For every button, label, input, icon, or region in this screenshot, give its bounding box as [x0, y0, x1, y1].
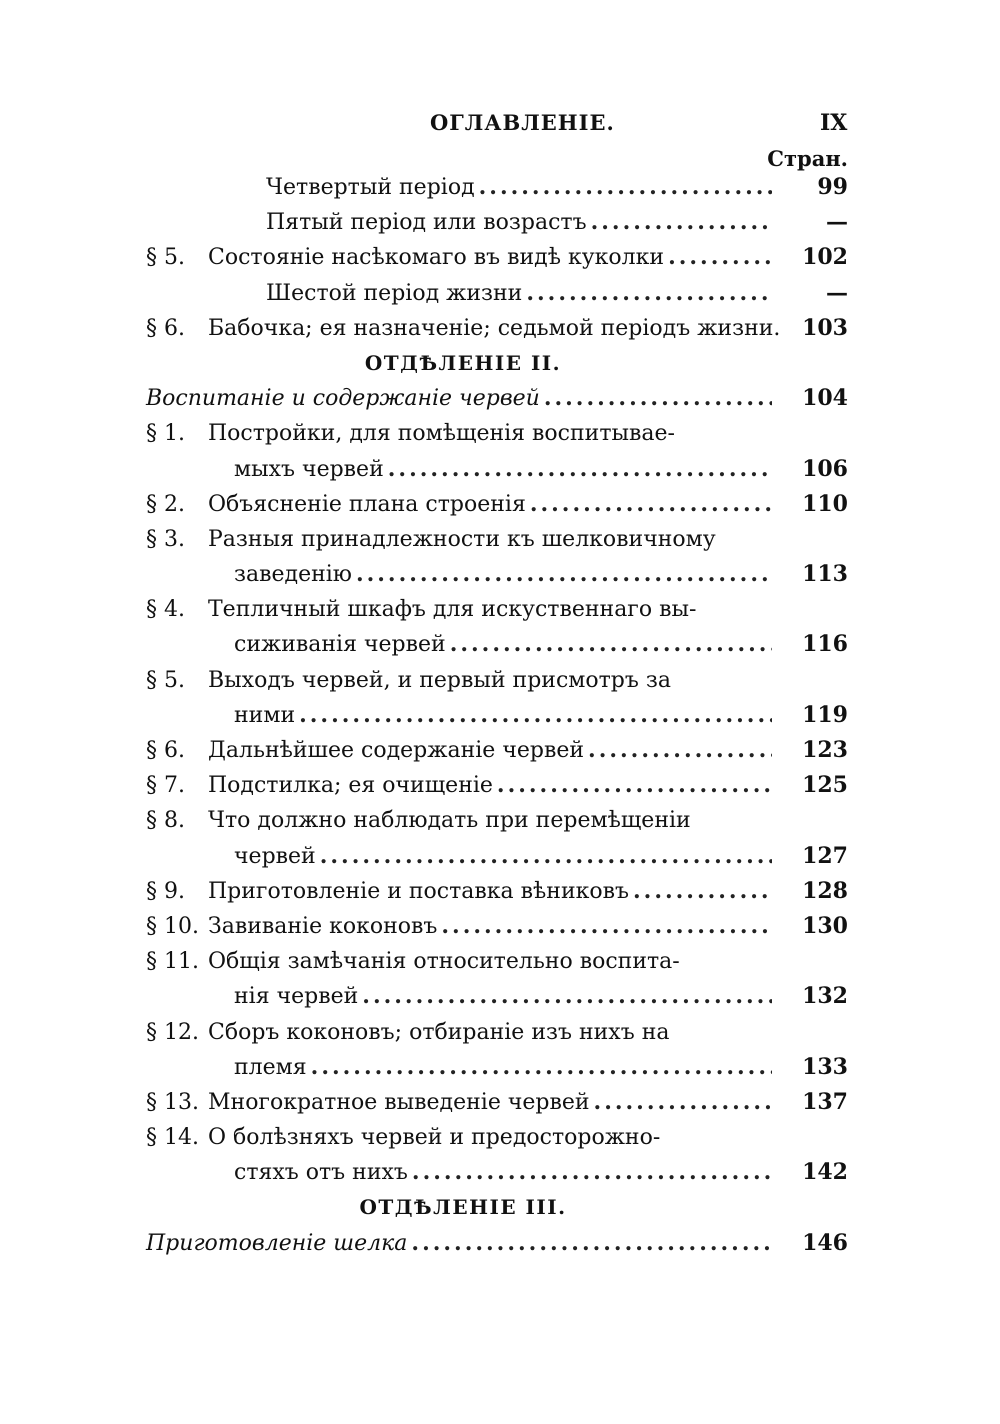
- division-heading: ОТДѢЛЕНІЕ II.: [364, 350, 562, 375]
- toc-entry: [146, 311, 850, 346]
- toc-entry-page: —: [826, 209, 848, 236]
- section-title-line: Тепличный шкафъ для искуственнаго вы-: [208, 597, 697, 623]
- toc-entry-continuation: [146, 452, 850, 487]
- toc-entry-page: 137: [802, 1088, 848, 1115]
- toc-entry-page: 104: [802, 385, 848, 412]
- section-number: § 11.: [146, 949, 199, 975]
- toc-entry: [146, 1226, 850, 1261]
- toc-entry-page: —: [826, 279, 848, 306]
- section-title-line: стяхъ отъ нихъ: [234, 1160, 408, 1186]
- toc-entry-title: [146, 874, 629, 909]
- division-heading: ОТДѢЛЕНІЕ III.: [359, 1195, 567, 1220]
- section-title-line: Общія замѣчанія относительно воспита-: [208, 949, 680, 975]
- toc-entry-title: Воспитаніе и содержаніе червей: [146, 386, 540, 412]
- toc-entry-line: [146, 803, 850, 838]
- leader-dots: [299, 698, 772, 733]
- leader-dots: [526, 276, 772, 311]
- toc-entry-line: [146, 1015, 850, 1050]
- leader-dots: [411, 1226, 772, 1261]
- toc-entry: [146, 768, 850, 803]
- section-title-line: О болѣзняхъ червей и предосторожно-: [208, 1125, 661, 1151]
- toc-entry-title: [146, 311, 780, 346]
- page-header: [0, 110, 1000, 144]
- leader-dots: [362, 979, 772, 1014]
- leader-dots: [497, 768, 772, 803]
- toc-entry-continuation: [146, 557, 850, 592]
- toc-entry-title: [146, 592, 696, 627]
- toc-entry: [146, 276, 850, 311]
- section-title-line: нія червей: [234, 984, 359, 1010]
- section-number: § 5.: [146, 667, 185, 693]
- section-title: Бабочка; ея назначеніе; седьмой періодъ жизни.: [208, 315, 781, 341]
- section-title: Завиваніе коконовъ: [208, 913, 438, 939]
- section-number: § 6.: [146, 315, 185, 341]
- section-number: § 1.: [146, 421, 185, 447]
- toc-entry-continuation: [146, 698, 850, 733]
- toc-entry-title: [146, 768, 493, 803]
- toc-entry-title: [146, 803, 691, 838]
- page-column-label: Стран.: [767, 146, 848, 171]
- section-title-line: сиживанія червей: [234, 632, 446, 658]
- leader-dots: [591, 205, 772, 240]
- toc-entry-title: [146, 1085, 590, 1120]
- toc-entry-title: [146, 1120, 660, 1155]
- toc-entry-page: 127: [802, 842, 848, 869]
- toc-entry-title: [146, 909, 437, 944]
- section-title-line: заведенію: [234, 562, 352, 588]
- section-number: § 2.: [146, 491, 185, 517]
- section-title-line: ними: [234, 702, 296, 728]
- section-title-line: Разныя принадлежности къ шелковичному: [208, 526, 716, 552]
- section-title-line: племя: [234, 1054, 307, 1080]
- leader-dots: [479, 170, 772, 205]
- section-title: Состояніе насѣкомаго въ видѣ куколки: [208, 245, 665, 271]
- toc-entry-page: 99: [817, 174, 848, 200]
- section-title: Приготовленіе и поставка вѣниковъ: [208, 878, 629, 904]
- leader-dots: [668, 240, 772, 275]
- section-title: Объясненіе плана строенія: [208, 491, 526, 517]
- page-title: ОГЛАВЛЕНІЕ.: [430, 110, 615, 135]
- toc-entry-title: Шестой період жизни: [266, 280, 523, 306]
- section-number: § 10.: [146, 913, 199, 939]
- toc-entry-line: [146, 663, 850, 698]
- toc-entry-title: [146, 663, 671, 698]
- toc-entry-title: [146, 733, 584, 768]
- toc-entry: [146, 1085, 850, 1120]
- toc-entry-page: 106: [802, 455, 848, 482]
- leader-dots: [450, 627, 772, 662]
- toc-entry-page: 132: [802, 983, 848, 1010]
- toc-entry-page: 133: [802, 1053, 848, 1080]
- section-number: § 12.: [146, 1019, 199, 1045]
- toc-entry-continuation: [146, 979, 850, 1014]
- toc-entry-title: [146, 487, 526, 522]
- toc-entry: [146, 874, 850, 909]
- toc-entry-title: Четвертый період: [266, 175, 475, 200]
- toc-entry: [146, 733, 850, 768]
- section-title-line: мыхъ червей: [234, 456, 384, 482]
- toc-entry: [146, 381, 850, 416]
- toc-entry-page: 146: [802, 1229, 848, 1256]
- toc-entry-page: 123: [802, 737, 848, 763]
- section-number: § 14.: [146, 1125, 199, 1151]
- leader-dots: [388, 452, 772, 487]
- toc-entry-title: [146, 944, 680, 979]
- toc-entry-title: [146, 1015, 669, 1050]
- leader-dots: [530, 487, 772, 522]
- section-number: § 3.: [146, 526, 185, 552]
- toc-entry-line: [146, 416, 850, 451]
- leader-dots: [311, 1050, 772, 1085]
- leader-dots: [594, 1085, 772, 1120]
- toc-entry-title: [146, 416, 675, 451]
- toc-entry-line: [146, 944, 850, 979]
- toc-entry: [146, 170, 850, 205]
- leader-dots: [320, 839, 772, 874]
- section-number: § 5.: [146, 245, 185, 271]
- toc-entry: [146, 487, 850, 522]
- toc-entry-page: 142: [802, 1159, 848, 1186]
- toc-entry-page: 116: [802, 631, 848, 658]
- toc-entry-continuation: [146, 627, 850, 662]
- section-number: § 4.: [146, 597, 185, 623]
- leader-dots: [441, 909, 772, 944]
- toc-entry-line: [146, 522, 850, 557]
- toc-entry-page: 110: [802, 490, 848, 517]
- section-number: § 6.: [146, 738, 185, 763]
- toc-entry-title: [146, 240, 664, 275]
- toc-entry-continuation: [146, 839, 850, 874]
- toc-entry-title: Приготовленіе шелка: [146, 1230, 408, 1256]
- toc-entry: [146, 205, 850, 240]
- section-title-line: Сборъ коконовъ; отбираніе изъ нихъ на: [208, 1019, 670, 1045]
- toc-entry-continuation: [146, 1155, 850, 1190]
- toc-entry-continuation: [146, 1050, 850, 1085]
- toc-entry-page: 125: [802, 772, 848, 799]
- section-title: Подстилка; ея очищеніе: [208, 773, 493, 799]
- page-number: IX: [820, 110, 848, 136]
- toc-entry-line: [146, 592, 850, 627]
- toc-entry-page: 130: [802, 912, 848, 939]
- leader-dots: [544, 381, 772, 416]
- table-of-contents: [146, 170, 850, 1261]
- section-number: § 9.: [146, 878, 185, 904]
- section-number: § 7.: [146, 773, 185, 799]
- toc-entry-page: 102: [802, 244, 848, 271]
- section-number: § 13.: [146, 1089, 199, 1115]
- leader-dots: [412, 1155, 772, 1190]
- leader-dots: [588, 733, 772, 768]
- section-title-line: Постройки, для помѣщенія воспитывае-: [208, 421, 675, 447]
- section-title: Многократное выведеніе червей: [208, 1089, 590, 1115]
- leader-dots: [356, 557, 772, 592]
- section-title: Дальнѣйшее содержаніе червей: [208, 738, 585, 763]
- section-title-line: Выходъ червей, и первый присмотръ за: [208, 667, 671, 693]
- toc-entry-line: [146, 1120, 850, 1155]
- toc-entry-page: 113: [802, 561, 848, 588]
- toc-entry: [146, 909, 850, 944]
- toc-entry-page: 128: [802, 877, 848, 904]
- toc-entry-title: Пятый період или возрастъ: [266, 210, 587, 236]
- section-title-line: червей: [234, 843, 316, 869]
- toc-entry: [146, 240, 850, 275]
- section-title-line: Что должно наблюдать при перемѣщеніи: [208, 808, 691, 834]
- toc-entry-title: [146, 522, 716, 557]
- section-number: § 8.: [146, 808, 185, 834]
- toc-entry-page: 119: [802, 701, 848, 728]
- toc-entry-page: 103: [802, 314, 848, 341]
- leader-dots: [633, 874, 772, 909]
